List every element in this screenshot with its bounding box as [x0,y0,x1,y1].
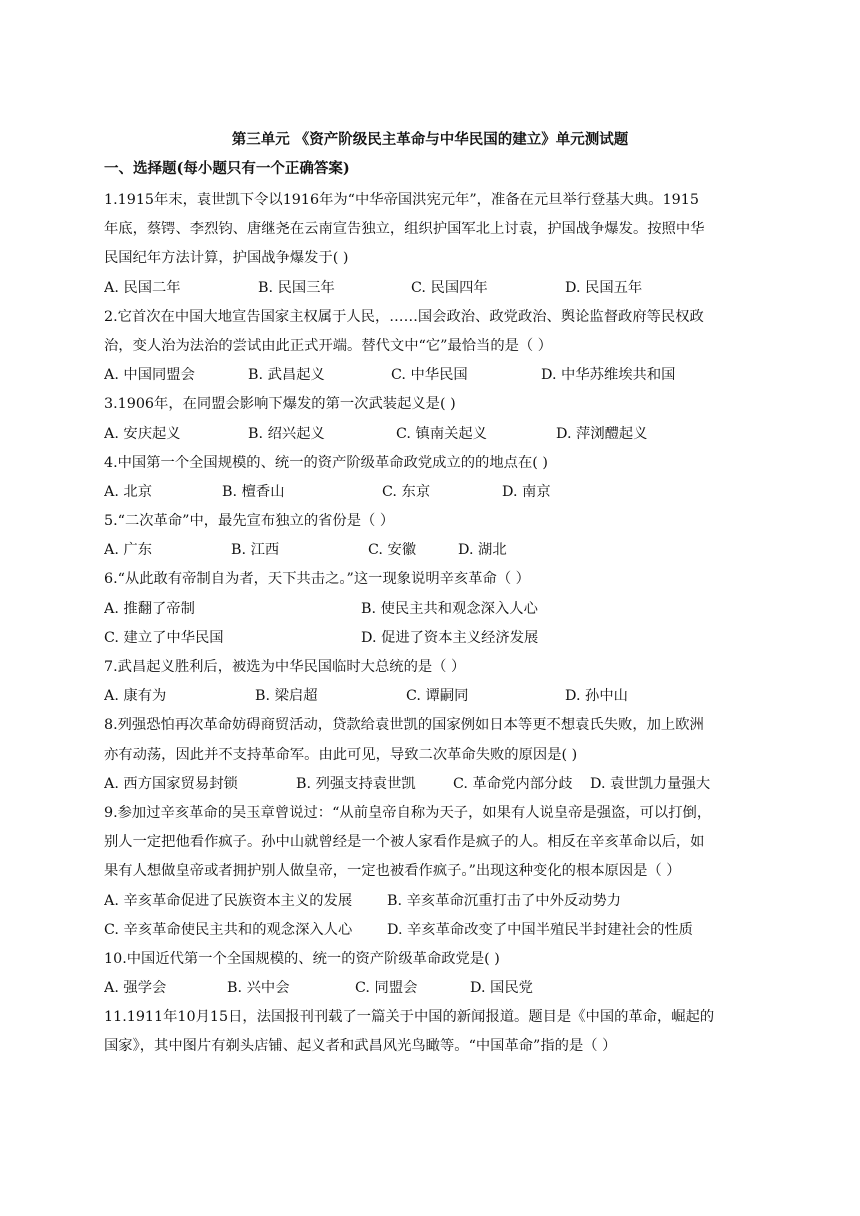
option-c: C. 辛亥革命使民主共和的观念深入人心 [104,921,353,938]
question-stem-line: 民国纪年方法计算，护国战争爆发于( ) [104,250,349,267]
option-row [104,420,759,449]
option-row [104,536,759,565]
option-c: C. 东京 [382,483,431,500]
option-d: D. 促进了资本主义经济发展 [361,629,539,646]
option-b: B. 辛亥革命沉重打击了中外反动势力 [387,892,622,909]
option-b: B. 江西 [231,542,280,559]
option-d: D. 南京 [502,483,551,500]
option-c: C. 谭嗣同 [406,688,469,705]
option-d: D. 民国五年 [565,279,643,296]
option-row [104,595,759,624]
option-a: A. 广东 [104,542,153,559]
option-d: D. 辛亥革命改变了中国半殖民半封建社会的性质 [387,921,693,938]
option-b: B. 梁启超 [255,688,318,705]
option-c: C. 安徽 [368,542,417,559]
option-a: A. 辛亥革命促进了民族资本主义的发展 [104,892,353,909]
option-d: D. 中华苏维埃共和国 [541,367,676,384]
option-d: D. 湖北 [458,542,507,559]
option-a: A. 北京 [104,483,153,500]
option-c: C. 同盟会 [355,980,418,997]
option-row [104,682,759,711]
option-a: A. 康有为 [104,688,167,705]
question-stem-line: 果有人想做皇帝或者拥护别人做皇帝，一定也被看作疯子。”出现这种变化的根本原因是（ ） [104,863,681,880]
option-d: D. 袁世凯力量强大 [590,775,711,792]
option-row [104,916,759,945]
option-a: A. 推翻了帝制 [104,600,195,617]
question-stem-line: 9.参加过辛亥革命的吴玉章曾说过：“从前皇帝自称为天子，如果有人说皇帝是强盗，可以打倒， [104,804,712,821]
question-stem-line: 7.武昌起义胜利后，被选为中华民国临时大总统的是（ ） [104,659,466,675]
option-a: A. 中国同盟会 [104,367,195,384]
option-d: D. 萍浏醴起义 [556,425,648,442]
question-stem-line: 3.1906年，在同盟会影响下爆发的第一次武装起义是( ) [104,396,456,413]
option-b: B. 兴中会 [227,980,290,997]
page-title: 第三单元 《资产阶级民主革命与中华民国的建立》单元测试题 [231,131,629,148]
option-c: C. 民国四年 [411,279,488,296]
option-row [104,887,759,916]
question-stem-line: 别人一定把他看作疯子。孙中山就曾经是一个被人家看作是疯子的人。相反在辛亥革命以后，如 [104,834,705,851]
question-stem-line: 年底，蔡锷、李烈钧、唐继尧在云南宣告独立，组织护国军北上讨袁，护国战争爆发。按照中华 [104,221,705,238]
option-b: B. 民国三年 [258,279,335,296]
question-stem-line: 8.列强恐怕再次革命妨碍商贸活动，贷款给袁世凯的国家例如日本等更不想袁氏失败，加上欧洲 [104,717,704,734]
option-b: B. 绍兴起义 [248,425,325,442]
question-list [104,186,759,1062]
option-d: D. 国民党 [470,980,533,997]
option-a: A. 西方国家贸易封锁 [104,775,238,792]
question-stem-line: 6.“从此敢有帝制自为者，天下共击之。”这一现象说明辛亥革命（ ） [104,571,530,588]
option-row [104,624,759,653]
option-a: A. 强学会 [104,980,167,997]
option-d: D. 孙中山 [565,688,628,705]
option-row [104,974,759,1003]
option-b: B. 武昌起义 [248,367,325,384]
question-stem-line: 1.1915年末，袁世凯下令以1916年为“中华帝国洪宪元年”，准备在元旦举行登基大典。1915 [104,192,699,208]
option-row [104,274,759,303]
question-stem-line: 4.中国第一个全国规模的、统一的资产阶级革命政党成立的的地点在( ) [104,454,548,471]
option-row [104,361,759,390]
question-stem-line: 10.中国近代第一个全国规模的、统一的资产阶级革命政党是( ) [104,950,500,967]
option-row [104,478,759,507]
question-stem-line: 国家》，其中图片有剃头店铺、起义者和武昌风光鸟瞰等。“中国革命”指的是（ ） [104,1038,617,1055]
question-stem-line: 2.它首次在中国大地宣告国家主权属于人民，……国会政治、政党政治、舆论监督政府等民权政 [104,308,704,325]
question-stem-line: 11.1911年10月15日，法国报刊刊载了一篇关于中国的新闻报道。题目是《中国的革命，崛起的 [104,1009,715,1026]
option-b: B. 列强支持袁世凯 [296,775,416,792]
option-c: C. 镇南关起义 [396,425,488,442]
question-stem-line: 亦有动荡，因此并不支持革命军。由此可见，导致二次革命失败的原因是( ) [104,746,578,763]
option-a: A. 安庆起义 [104,425,181,442]
option-c: C. 建立了中华民国 [104,629,224,646]
option-b: B. 檀香山 [222,483,285,500]
option-c: C. 中华民国 [391,367,468,384]
section-heading: 一、选择题(每小题只有一个正确答案) [104,160,350,177]
option-b: B. 使民主共和观念深入人心 [361,600,538,617]
option-row [104,770,759,799]
question-stem-line: 5.“二次革命”中，最先宣布独立的省份是（ ） [104,513,395,530]
option-c: C. 革命党内部分歧 [453,775,573,792]
question-stem-line: 治，变人治为法治的尝试由此正式开端。替代文中“它”最恰当的是（ ） [104,337,553,354]
option-a: A. 民国二年 [104,279,181,296]
